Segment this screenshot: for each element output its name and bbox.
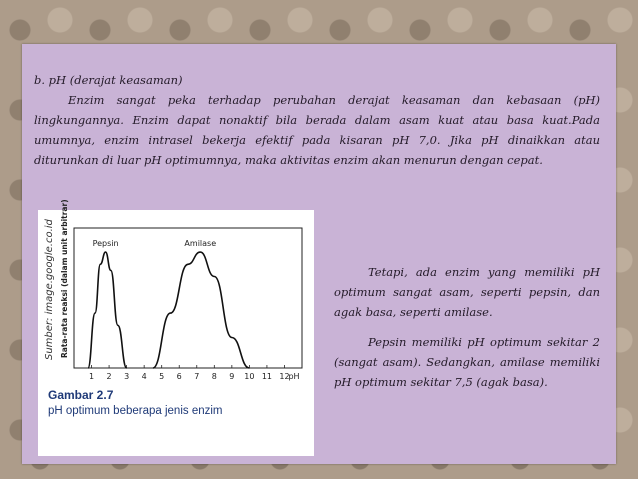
figure-caption — [48, 388, 308, 418]
x-tick-label: 12 — [279, 372, 290, 381]
y-axis-label: Rata-rata reaksi (dalam unit arbitrar) — [60, 199, 69, 358]
x-tick-label: 2 — [106, 372, 112, 381]
x-axis-label: pH — [288, 372, 300, 381]
right-paragraph-1 — [334, 262, 600, 322]
figure-chart — [38, 199, 314, 456]
x-tick-label: 9 — [229, 372, 235, 381]
slide-panel — [22, 44, 616, 464]
series-line-amilase — [153, 252, 249, 368]
series-line-pepsin — [88, 252, 127, 368]
intro-text: Enzim sangat peka terhadap perubahan derajat keasaman dan kebasaan (pH) lingkungannya. Enzim dapat nonaktif bila berada dalam asam kuat atau basa kuat.Pada umumnya, enzim intrasel bekerja efektif pada kisaran pH 7,0. Jika pH dinaikkan atau diturunkan di luar pH optimumnya, maka aktivitas enzim akan menurun dengan cepat. — [34, 93, 600, 167]
section-heading: b. pH (derajat keasaman) — [34, 73, 183, 87]
source-label: Sumber: image.google.co.id — [44, 219, 55, 360]
x-tick-label: 7 — [194, 372, 200, 381]
plot-frame — [74, 228, 302, 368]
right-text-1: Tetapi, ada enzim yang memiliki pH optimum sangat asam, seperti pepsin, dan agak basa, seperti amilase. — [334, 265, 600, 319]
x-tick-label: 10 — [244, 372, 255, 381]
intro-text-block — [34, 70, 600, 170]
right-text-2: Pepsin memiliki pH optimum sekitar 2 (sangat asam). Sedangkan, amilase memiliki pH optimum sekitar 7,5 (agak basa). — [334, 335, 600, 389]
series-label-pepsin: Pepsin — [92, 239, 119, 249]
x-tick-label: 8 — [211, 372, 217, 381]
figure-description: pH optimum beberapa jenis enzim — [48, 405, 223, 417]
x-tick-label: 3 — [124, 372, 130, 381]
series-label-amilase: Amilase — [184, 239, 217, 249]
x-tick-label: 11 — [261, 372, 273, 381]
x-tick-label: 5 — [159, 372, 165, 381]
right-paragraph-2 — [334, 332, 600, 392]
intro-paragraph — [34, 90, 600, 170]
x-tick-label: 1 — [88, 372, 95, 381]
x-tick-label: 4 — [141, 372, 147, 381]
ph-chart — [38, 210, 314, 386]
x-tick-label: 6 — [176, 372, 182, 381]
figure-title: Gambar 2.7 — [48, 388, 114, 402]
right-text-block — [334, 262, 600, 402]
